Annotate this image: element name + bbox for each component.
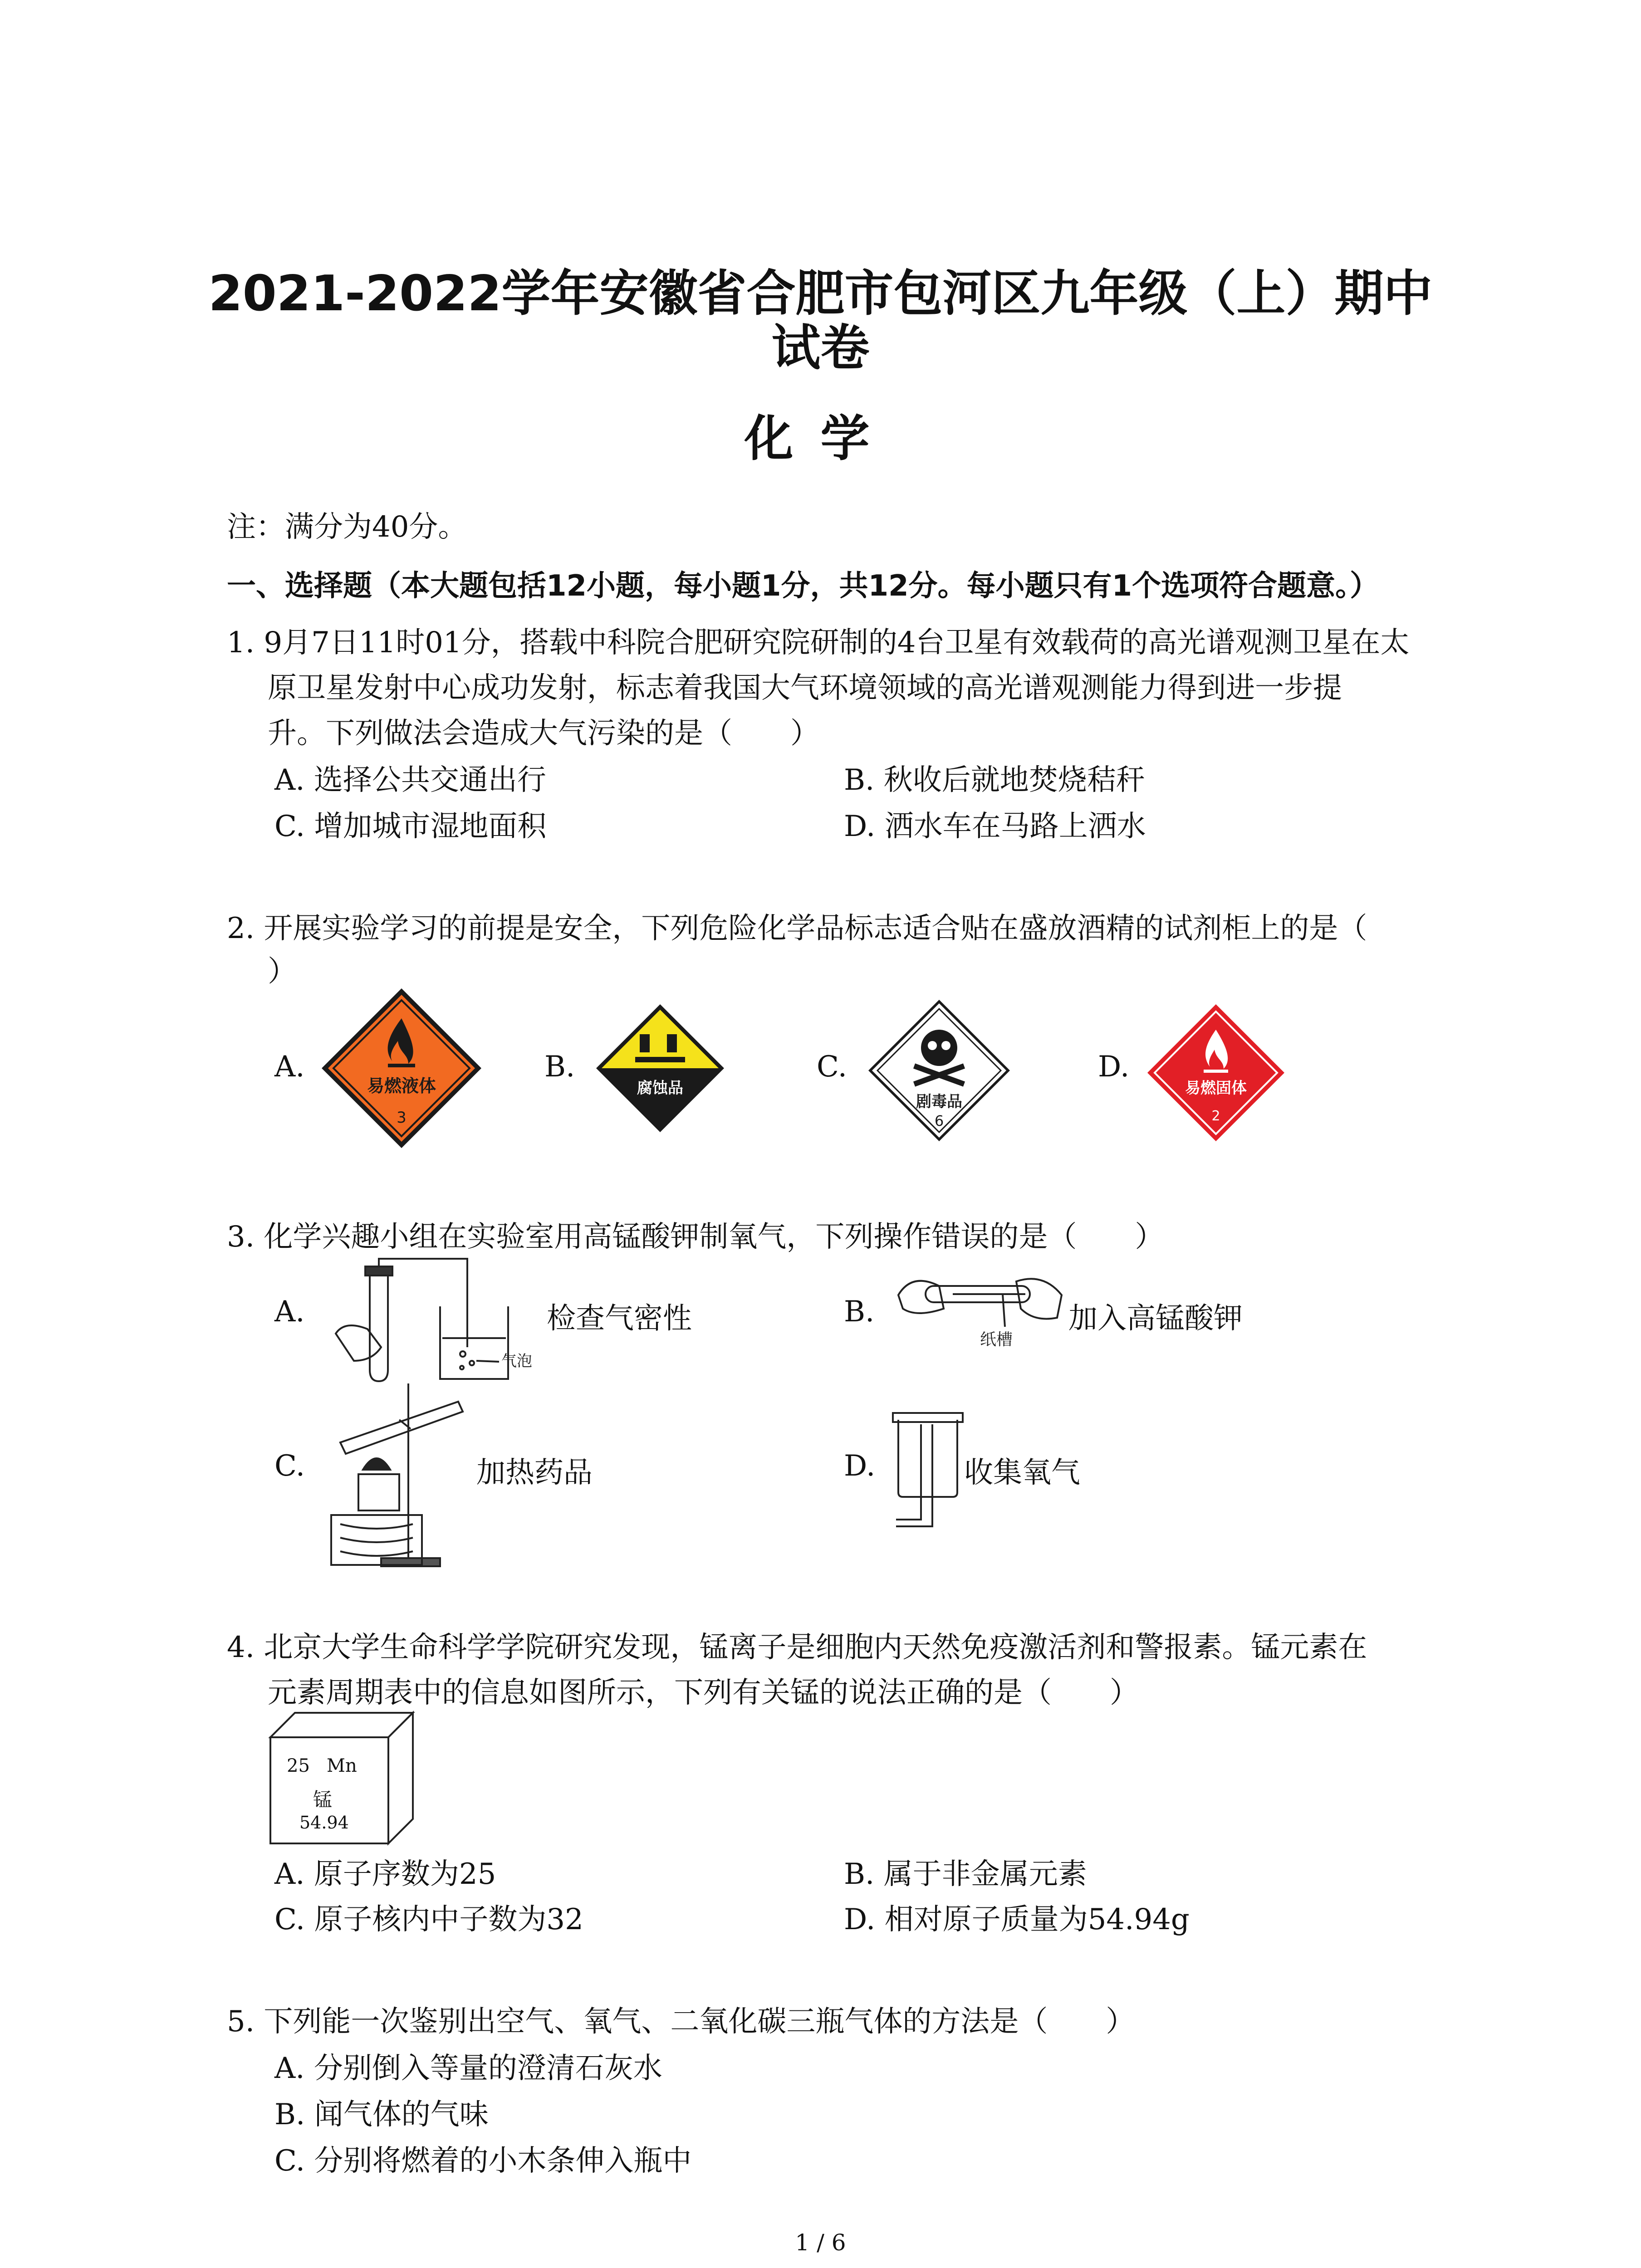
q2-stem-line2: ） xyxy=(268,955,297,988)
airtightness-check-figure xyxy=(318,1256,554,1388)
q1-option-a: A. 选择公共交通出行 xyxy=(274,763,546,797)
q5-option-b: B. 闻气体的气味 xyxy=(274,2098,489,2131)
adding-potassium-permanganate-figure xyxy=(889,1268,1071,1359)
q3-option-c-label: C. xyxy=(274,1449,305,1483)
q5-option-c: C. 分别将燃着的小木条伸入瓶中 xyxy=(274,2144,692,2178)
sign-c-number: 6 xyxy=(934,1112,944,1129)
page-number: 1 / 6 xyxy=(795,2229,846,2256)
q3-option-b-label: B. xyxy=(844,1295,875,1329)
sign-a-number: 3 xyxy=(397,1109,407,1127)
q3-option-d-label: D. xyxy=(844,1449,876,1483)
q3-stem: 3. 化学兴趣小组在实验室用高锰酸钾制氧气，下列操作错误的是（ ） xyxy=(227,1220,1164,1254)
q1-option-b: B. 秋收后就地焚烧秸秆 xyxy=(844,763,1145,797)
q1-stem-line3: 升。下列做法会造成大气污染的是（ ） xyxy=(268,717,819,750)
q5-stem: 5. 下列能一次鉴别出空气、氧气、二氧化碳三瓶气体的方法是（ ） xyxy=(227,2005,1135,2038)
q2-option-c-label: C. xyxy=(817,1050,847,1084)
heating-setup-figure xyxy=(313,1379,476,1569)
oxygen-collection-figure xyxy=(889,1406,966,1529)
q3-option-b-text: 加入高锰酸钾 xyxy=(1068,1302,1243,1335)
q3-option-d-text: 收集氧气 xyxy=(964,1456,1080,1490)
bubble-label: 气泡 xyxy=(501,1352,532,1370)
q4-stem-line2: 元素周期表中的信息如图所示，下列有关锰的说法正确的是（ ） xyxy=(268,1676,1139,1710)
q2-option-a-label: A. xyxy=(274,1050,305,1084)
q2-stem-line1: 2. 开展实验学习的前提是安全，下列危险化学品标志适合贴在盛放酒精的试剂柜上的是（ xyxy=(227,912,1367,945)
section-heading: 一、选择题（本大题包括12小题，每小题1分，共12分。每小题只有1个选项符合题意。） xyxy=(227,569,1379,603)
sign-a-text: 易燃液体 xyxy=(367,1076,436,1096)
q4-stem-line1: 4. 北京大学生命科学学院研究发现，锰离子是细胞内天然免疫激活剂和警报素。锰元素在 xyxy=(227,1631,1367,1664)
toxic-sign xyxy=(867,998,1012,1143)
q3-option-a-text: 检查气密性 xyxy=(547,1302,692,1335)
q3-option-a-label: A. xyxy=(274,1295,305,1329)
q4-option-b: B. 属于非金属元素 xyxy=(844,1857,1087,1891)
q3-option-c-text: 加热药品 xyxy=(476,1456,593,1490)
manganese-element-cell xyxy=(268,1710,417,1846)
q4-option-c: C. 原子核内中子数为32 xyxy=(274,1903,583,1936)
flammable-liquid-sign xyxy=(320,987,483,1150)
score-note: 注：满分为40分。 xyxy=(227,510,467,544)
q4-option-a: A. 原子序数为25 xyxy=(274,1857,496,1891)
q4-option-d: D. 相对原子质量为54.94g xyxy=(844,1903,1190,1936)
exam-title-line2: 试卷 xyxy=(771,320,870,376)
q2-option-d-label: D. xyxy=(1098,1050,1130,1084)
sign-d-text: 易燃固体 xyxy=(1185,1079,1247,1097)
sign-b-text: 腐蚀品 xyxy=(637,1079,683,1097)
q5-option-a: A. 分别倒入等量的澄清石灰水 xyxy=(274,2052,662,2085)
subject-title: 化学 xyxy=(744,411,897,467)
q1-stem-line1: 1. 9月7日11时01分，搭载中科院合肥研究院研制的4台卫星有效载荷的高光谱观测卫星在太 xyxy=(227,626,1410,660)
sign-c-text: 剧毒品 xyxy=(916,1093,962,1111)
sign-d-number: 2 xyxy=(1211,1108,1220,1124)
element-name: 锰 xyxy=(313,1789,333,1811)
q1-option-c: C. 增加城市湿地面积 xyxy=(274,810,547,843)
q2-option-b-label: B. xyxy=(544,1050,575,1084)
paper-trough-label: 纸槽 xyxy=(980,1330,1013,1349)
element-mass: 54.94 xyxy=(299,1813,349,1833)
exam-title-line1: 2021-2022学年安徽省合肥市包河区九年级（上）期中 xyxy=(208,265,1433,322)
corrosive-sign xyxy=(594,1002,726,1134)
q1-stem-line2: 原卫星发射中心成功发射，标志着我国大气环境领域的高光谱观测能力得到进一步提 xyxy=(268,671,1342,705)
flammable-solid-sign xyxy=(1146,1002,1286,1143)
q1-option-d: D. 洒水车在马路上洒水 xyxy=(844,810,1146,843)
element-symbol: Mn xyxy=(327,1755,357,1776)
element-number: 25 xyxy=(287,1755,310,1776)
